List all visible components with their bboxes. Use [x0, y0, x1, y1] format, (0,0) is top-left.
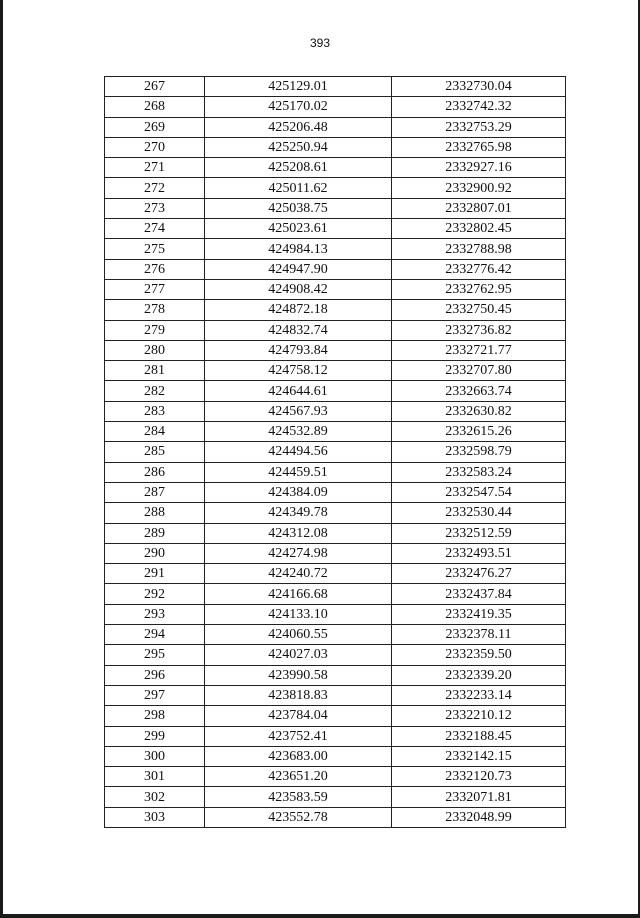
table-row [105, 807, 566, 827]
table-row [105, 422, 566, 442]
table-row [105, 239, 566, 259]
y-coordinate-cell: 2332419.35 [392, 604, 566, 624]
x-coordinate-cell: 425250.94 [205, 137, 392, 157]
y-coordinate-cell: 2332615.26 [392, 422, 566, 442]
point-number-cell: 276 [105, 259, 205, 279]
table-row [105, 604, 566, 624]
point-number-cell: 299 [105, 726, 205, 746]
x-coordinate-cell: 423583.59 [205, 787, 392, 807]
point-number-cell: 289 [105, 523, 205, 543]
table-row [105, 401, 566, 421]
table-row [105, 158, 566, 178]
coordinate-table [104, 76, 566, 828]
x-coordinate-cell: 424793.84 [205, 340, 392, 360]
point-number-cell: 303 [105, 807, 205, 827]
page-number: 393 [309, 36, 331, 50]
y-coordinate-cell: 2332742.32 [392, 97, 566, 117]
table-row [105, 523, 566, 543]
y-coordinate-cell: 2332048.99 [392, 807, 566, 827]
x-coordinate-cell: 424060.55 [205, 625, 392, 645]
point-number-cell: 292 [105, 584, 205, 604]
point-number-cell: 291 [105, 564, 205, 584]
y-coordinate-cell: 2332512.59 [392, 523, 566, 543]
x-coordinate-cell: 424947.90 [205, 259, 392, 279]
x-coordinate-cell: 425023.61 [205, 219, 392, 239]
point-number-cell: 273 [105, 198, 205, 218]
y-coordinate-cell: 2332765.98 [392, 137, 566, 157]
y-coordinate-cell: 2332707.80 [392, 361, 566, 381]
x-coordinate-cell: 425170.02 [205, 97, 392, 117]
point-number-cell: 290 [105, 543, 205, 563]
x-coordinate-cell: 424027.03 [205, 645, 392, 665]
x-coordinate-cell: 424274.98 [205, 543, 392, 563]
y-coordinate-cell: 2332210.12 [392, 706, 566, 726]
table-row [105, 462, 566, 482]
y-coordinate-cell: 2332776.42 [392, 259, 566, 279]
table-row [105, 706, 566, 726]
y-coordinate-cell: 2332378.11 [392, 625, 566, 645]
x-coordinate-cell: 424312.08 [205, 523, 392, 543]
point-number-cell: 282 [105, 381, 205, 401]
x-coordinate-cell: 425208.61 [205, 158, 392, 178]
x-coordinate-cell: 424644.61 [205, 381, 392, 401]
x-coordinate-cell: 425206.48 [205, 117, 392, 137]
y-coordinate-cell: 2332339.20 [392, 665, 566, 685]
table-row [105, 767, 566, 787]
x-coordinate-cell: 424758.12 [205, 361, 392, 381]
point-number-cell: 302 [105, 787, 205, 807]
x-coordinate-cell: 424832.74 [205, 320, 392, 340]
table-row [105, 300, 566, 320]
x-coordinate-cell: 424908.42 [205, 279, 392, 299]
table-row [105, 77, 566, 97]
y-coordinate-cell: 2332753.29 [392, 117, 566, 137]
point-number-cell: 283 [105, 401, 205, 421]
point-number-cell: 301 [105, 767, 205, 787]
point-number-cell: 277 [105, 279, 205, 299]
y-coordinate-cell: 2332583.24 [392, 462, 566, 482]
x-coordinate-cell: 424240.72 [205, 564, 392, 584]
x-coordinate-cell: 425011.62 [205, 178, 392, 198]
table-row [105, 787, 566, 807]
table-row [105, 482, 566, 502]
point-number-cell: 298 [105, 706, 205, 726]
point-number-cell: 286 [105, 462, 205, 482]
y-coordinate-cell: 2332730.04 [392, 77, 566, 97]
y-coordinate-cell: 2332721.77 [392, 340, 566, 360]
y-coordinate-cell: 2332900.92 [392, 178, 566, 198]
scan-left-border [0, 0, 3, 918]
y-coordinate-cell: 2332530.44 [392, 503, 566, 523]
point-number-cell: 300 [105, 746, 205, 766]
table-row [105, 279, 566, 299]
table-row [105, 503, 566, 523]
x-coordinate-cell: 424459.51 [205, 462, 392, 482]
point-number-cell: 297 [105, 685, 205, 705]
y-coordinate-cell: 2332359.50 [392, 645, 566, 665]
x-coordinate-cell: 423990.58 [205, 665, 392, 685]
point-number-cell: 288 [105, 503, 205, 523]
table-row [105, 320, 566, 340]
y-coordinate-cell: 2332762.95 [392, 279, 566, 299]
table-row [105, 746, 566, 766]
y-coordinate-cell: 2332736.82 [392, 320, 566, 340]
y-coordinate-cell: 2332071.81 [392, 787, 566, 807]
table-row [105, 726, 566, 746]
table-row [105, 259, 566, 279]
x-coordinate-cell: 425038.75 [205, 198, 392, 218]
coordinate-table-body [105, 77, 566, 828]
point-number-cell: 269 [105, 117, 205, 137]
table-row [105, 361, 566, 381]
table-row [105, 543, 566, 563]
point-number-cell: 285 [105, 442, 205, 462]
x-coordinate-cell: 424349.78 [205, 503, 392, 523]
point-number-cell: 272 [105, 178, 205, 198]
y-coordinate-cell: 2332493.51 [392, 543, 566, 563]
point-number-cell: 268 [105, 97, 205, 117]
y-coordinate-cell: 2332233.14 [392, 685, 566, 705]
table-row [105, 625, 566, 645]
y-coordinate-cell: 2332788.98 [392, 239, 566, 259]
x-coordinate-cell: 423752.41 [205, 726, 392, 746]
point-number-cell: 278 [105, 300, 205, 320]
point-number-cell: 294 [105, 625, 205, 645]
x-coordinate-cell: 423818.83 [205, 685, 392, 705]
x-coordinate-cell: 424133.10 [205, 604, 392, 624]
y-coordinate-cell: 2332142.15 [392, 746, 566, 766]
x-coordinate-cell: 423552.78 [205, 807, 392, 827]
y-coordinate-cell: 2332663.74 [392, 381, 566, 401]
x-coordinate-cell: 424984.13 [205, 239, 392, 259]
point-number-cell: 279 [105, 320, 205, 340]
table-row [105, 665, 566, 685]
point-number-cell: 287 [105, 482, 205, 502]
y-coordinate-cell: 2332437.84 [392, 584, 566, 604]
table-row [105, 137, 566, 157]
table-row [105, 97, 566, 117]
point-number-cell: 280 [105, 340, 205, 360]
table-row [105, 219, 566, 239]
table-row [105, 564, 566, 584]
table-row [105, 442, 566, 462]
x-coordinate-cell: 423784.04 [205, 706, 392, 726]
point-number-cell: 267 [105, 77, 205, 97]
point-number-cell: 281 [105, 361, 205, 381]
table-row [105, 340, 566, 360]
x-coordinate-cell: 423683.00 [205, 746, 392, 766]
point-number-cell: 296 [105, 665, 205, 685]
table-row [105, 685, 566, 705]
y-coordinate-cell: 2332927.16 [392, 158, 566, 178]
table-row [105, 178, 566, 198]
x-coordinate-cell: 425129.01 [205, 77, 392, 97]
x-coordinate-cell: 424532.89 [205, 422, 392, 442]
x-coordinate-cell: 424872.18 [205, 300, 392, 320]
point-number-cell: 274 [105, 219, 205, 239]
point-number-cell: 295 [105, 645, 205, 665]
y-coordinate-cell: 2332476.27 [392, 564, 566, 584]
x-coordinate-cell: 424567.93 [205, 401, 392, 421]
y-coordinate-cell: 2332802.45 [392, 219, 566, 239]
y-coordinate-cell: 2332547.54 [392, 482, 566, 502]
point-number-cell: 284 [105, 422, 205, 442]
point-number-cell: 271 [105, 158, 205, 178]
x-coordinate-cell: 423651.20 [205, 767, 392, 787]
x-coordinate-cell: 424166.68 [205, 584, 392, 604]
x-coordinate-cell: 424494.56 [205, 442, 392, 462]
y-coordinate-cell: 2332120.73 [392, 767, 566, 787]
y-coordinate-cell: 2332630.82 [392, 401, 566, 421]
point-number-cell: 275 [105, 239, 205, 259]
y-coordinate-cell: 2332598.79 [392, 442, 566, 462]
y-coordinate-cell: 2332750.45 [392, 300, 566, 320]
table-row [105, 117, 566, 137]
table-row [105, 584, 566, 604]
point-number-cell: 270 [105, 137, 205, 157]
table-row [105, 198, 566, 218]
x-coordinate-cell: 424384.09 [205, 482, 392, 502]
point-number-cell: 293 [105, 604, 205, 624]
table-row [105, 381, 566, 401]
y-coordinate-cell: 2332188.45 [392, 726, 566, 746]
scan-bottom-border [0, 914, 640, 918]
table-row [105, 645, 566, 665]
y-coordinate-cell: 2332807.01 [392, 198, 566, 218]
